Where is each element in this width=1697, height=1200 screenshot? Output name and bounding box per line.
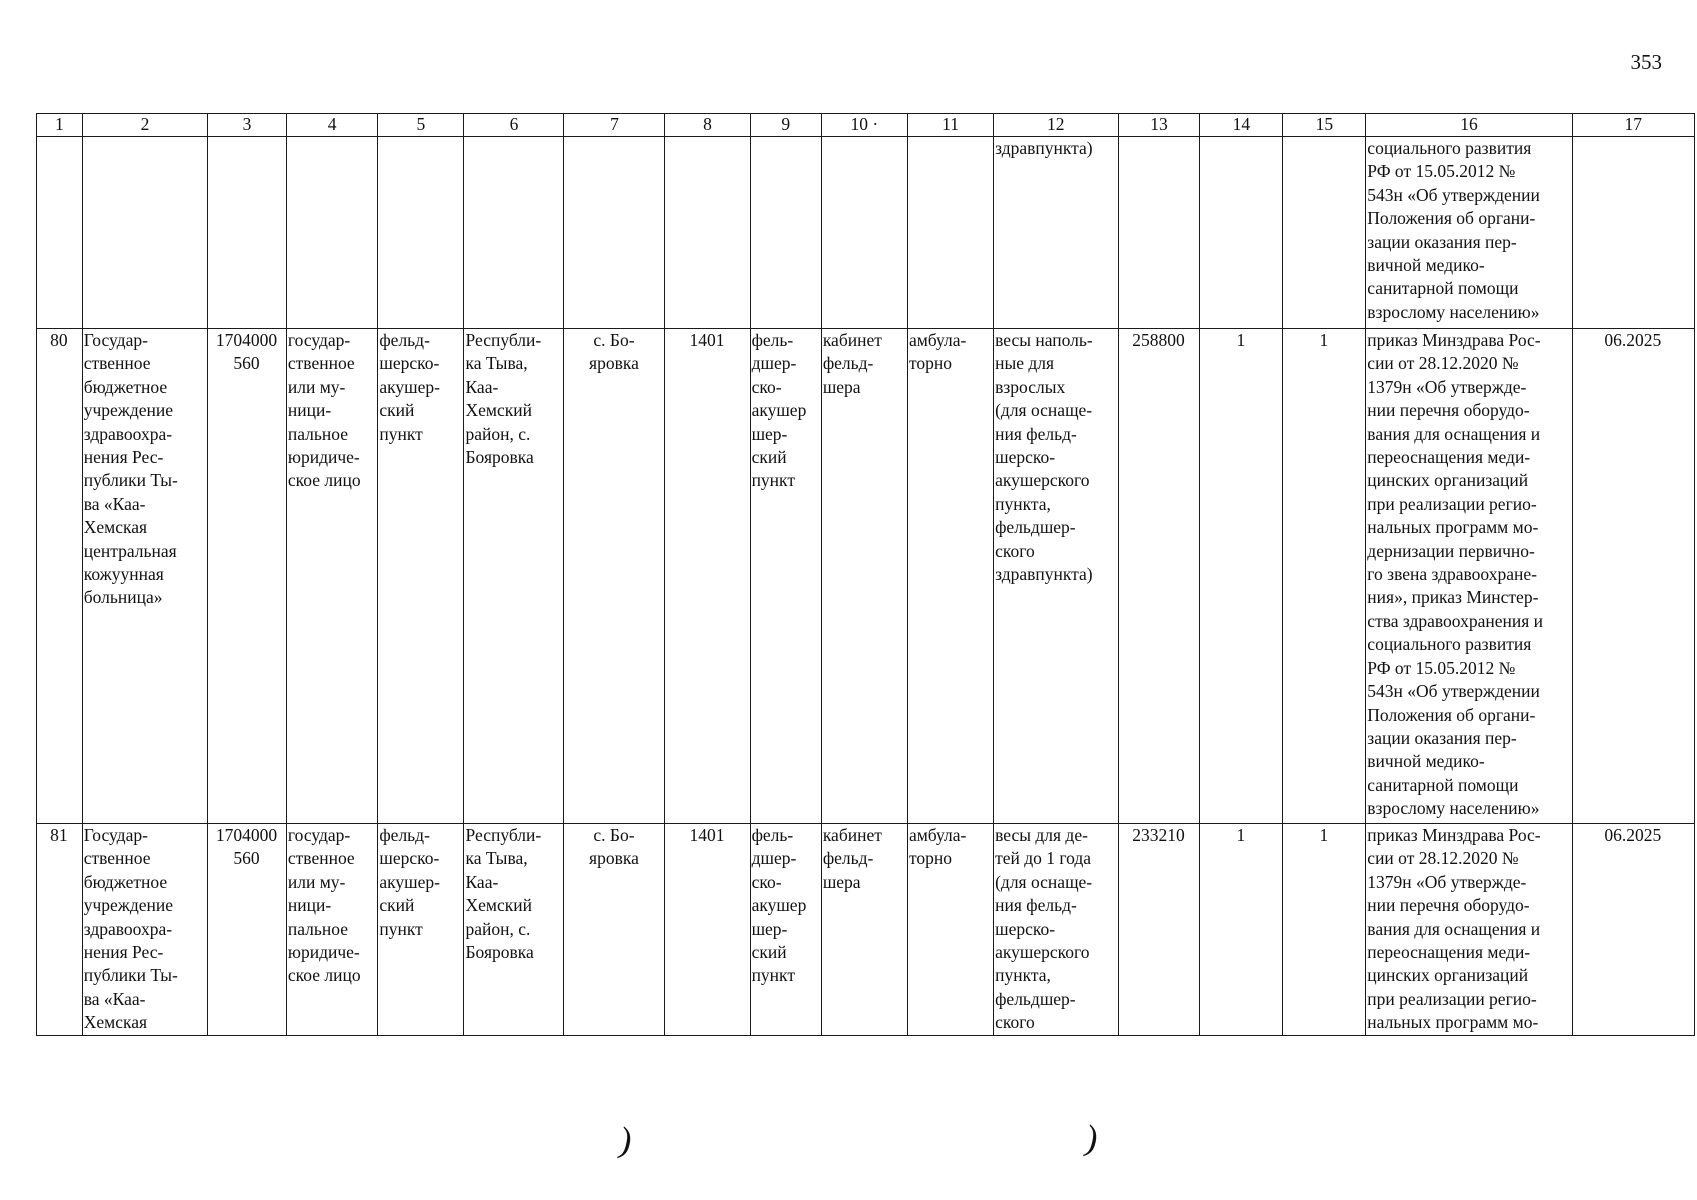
handwritten-mark: ) (615, 1119, 637, 1161)
table-cell (1118, 137, 1200, 329)
code-cell: 1401 (665, 824, 750, 1036)
header-row (37, 114, 1695, 137)
table-cell: социального развития РФ от 15.05.2012 № 543н «Об утверждении Положения об органи- зации оказания пер- вичной медико- санитарной помощи взрослому населению» (1366, 137, 1572, 329)
unit-cell: фель- дшер- ско- акушер шер- ский пункт (750, 824, 821, 1036)
table-cell (1572, 137, 1694, 329)
column-number: 9 (750, 114, 821, 137)
table-row (37, 329, 1695, 824)
facility-type-cell: фельд- шерско- акушер- ский пункт (378, 329, 464, 824)
settlement-cell: с. Бо- яровка (564, 329, 665, 824)
equipment-cell: весы наполь- ные для взрослых (для оснаще- ния фельд- шерско- акушерского пункта, фельдшер- ского здравпункта) (994, 329, 1118, 824)
column-number: 4 (286, 114, 377, 137)
column-number: 8 (665, 114, 750, 137)
table-cell (665, 137, 750, 329)
quantity-cell: 1 (1200, 329, 1283, 824)
settlement-cell: с. Бо- яровка (564, 824, 665, 1036)
date-cell: 06.2025 (1572, 329, 1694, 824)
address-cell: Республи- ка Тыва, Каа- Хемский район, с. Бояровка (464, 824, 564, 1036)
column-number: 10 · (821, 114, 907, 137)
unit-cell: фель- дшер- ско- акушер шер- ский пункт (750, 329, 821, 824)
room-cell: кабинет фельд- шера (821, 329, 907, 824)
column-number: 17 (1572, 114, 1694, 137)
room-cell: кабинет фельд- шера (821, 824, 907, 1036)
equipment-table (36, 113, 1695, 1036)
equipment-cell: весы для де- тей до 1 года (для оснаще- ния фельд- шерско- акушерского пункта, фельдшер- ского (994, 824, 1118, 1036)
column-number: 5 (378, 114, 464, 137)
table-row (37, 137, 1695, 329)
facility-type-cell: фельд- шерско- акушер- ский пункт (378, 824, 464, 1036)
table-cell (1200, 137, 1283, 329)
row-number: 81 (37, 824, 83, 1036)
organization-name: Государ- ственное бюджетное учреждение здравоохра- нения Рес- публики Ты- ва «Каа- Хемская центральная кожуунная больница» (82, 329, 207, 824)
legal-form-cell: государ- ственное или му- ници- пальное юридиче- ское лицо (286, 824, 377, 1036)
quantity-cell: 1 (1283, 824, 1366, 1036)
column-number: 6 (464, 114, 564, 137)
table-row (37, 824, 1695, 1036)
table-cell (907, 137, 993, 329)
table-cell (564, 137, 665, 329)
column-number: 1 (37, 114, 83, 137)
table-cell (82, 137, 207, 329)
table-cell (464, 137, 564, 329)
table-cell: здравпункта) (994, 137, 1118, 329)
column-number: 16 (1366, 114, 1572, 137)
row-number: 80 (37, 329, 83, 824)
price-cell: 258800 (1118, 329, 1200, 824)
address-cell: Республи- ка Тыва, Каа- Хемский район, с. Бояровка (464, 329, 564, 824)
inn-cell: 1704000 560 (208, 329, 287, 824)
column-number: 14 (1200, 114, 1283, 137)
table-cell (1283, 137, 1366, 329)
table-cell (750, 137, 821, 329)
column-number: 12 (994, 114, 1118, 137)
column-number: 11 (907, 114, 993, 137)
column-number: 15 (1283, 114, 1366, 137)
code-cell: 1401 (665, 329, 750, 824)
legal-basis-cell: приказ Минздрава Рос- сии от 28.12.2020 № 1379н «Об утвержде- нии перечня оборудо- вания для оснащения и переоснащения меди- цинских организаций при реализации регио- нальных программ мо- дернизации первично- го звена здравоохране- ния», приказ Минстер- ства здравоохранения и социального развития РФ от 15.05.2012 № 543н «Об утверждении Положения об органи- зации оказания пер- вичной медико- санитарной помощи взрослому населению» (1366, 329, 1572, 824)
quantity-cell: 1 (1283, 329, 1366, 824)
care-mode-cell: амбула- торно (907, 824, 993, 1036)
organization-name: Государ- ственное бюджетное учреждение здравоохра- нения Рес- публики Ты- ва «Каа- Хемская (82, 824, 207, 1036)
date-cell: 06.2025 (1572, 824, 1694, 1036)
price-cell: 233210 (1118, 824, 1200, 1036)
quantity-cell: 1 (1200, 824, 1283, 1036)
care-mode-cell: амбула- торно (907, 329, 993, 824)
page-number: 353 (1630, 50, 1662, 74)
legal-basis-cell: приказ Минздрава Рос- сии от 28.12.2020 № 1379н «Об утвержде- нии перечня оборудо- вания для оснащения и переоснащения меди- цинских организаций при реализации регио- нальных программ мо- (1366, 824, 1572, 1036)
legal-form-cell: государ- ственное или му- ници- пальное юридиче- ское лицо (286, 329, 377, 824)
table-cell (821, 137, 907, 329)
table-cell (286, 137, 377, 329)
column-number: 7 (564, 114, 665, 137)
column-number: 13 (1118, 114, 1200, 137)
inn-cell: 1704000 560 (208, 824, 287, 1036)
column-number: 3 (208, 114, 287, 137)
column-number: 2 (82, 114, 207, 137)
table-cell (378, 137, 464, 329)
handwritten-mark: ) (1081, 1117, 1103, 1159)
table-cell (37, 137, 83, 329)
table-cell (208, 137, 287, 329)
